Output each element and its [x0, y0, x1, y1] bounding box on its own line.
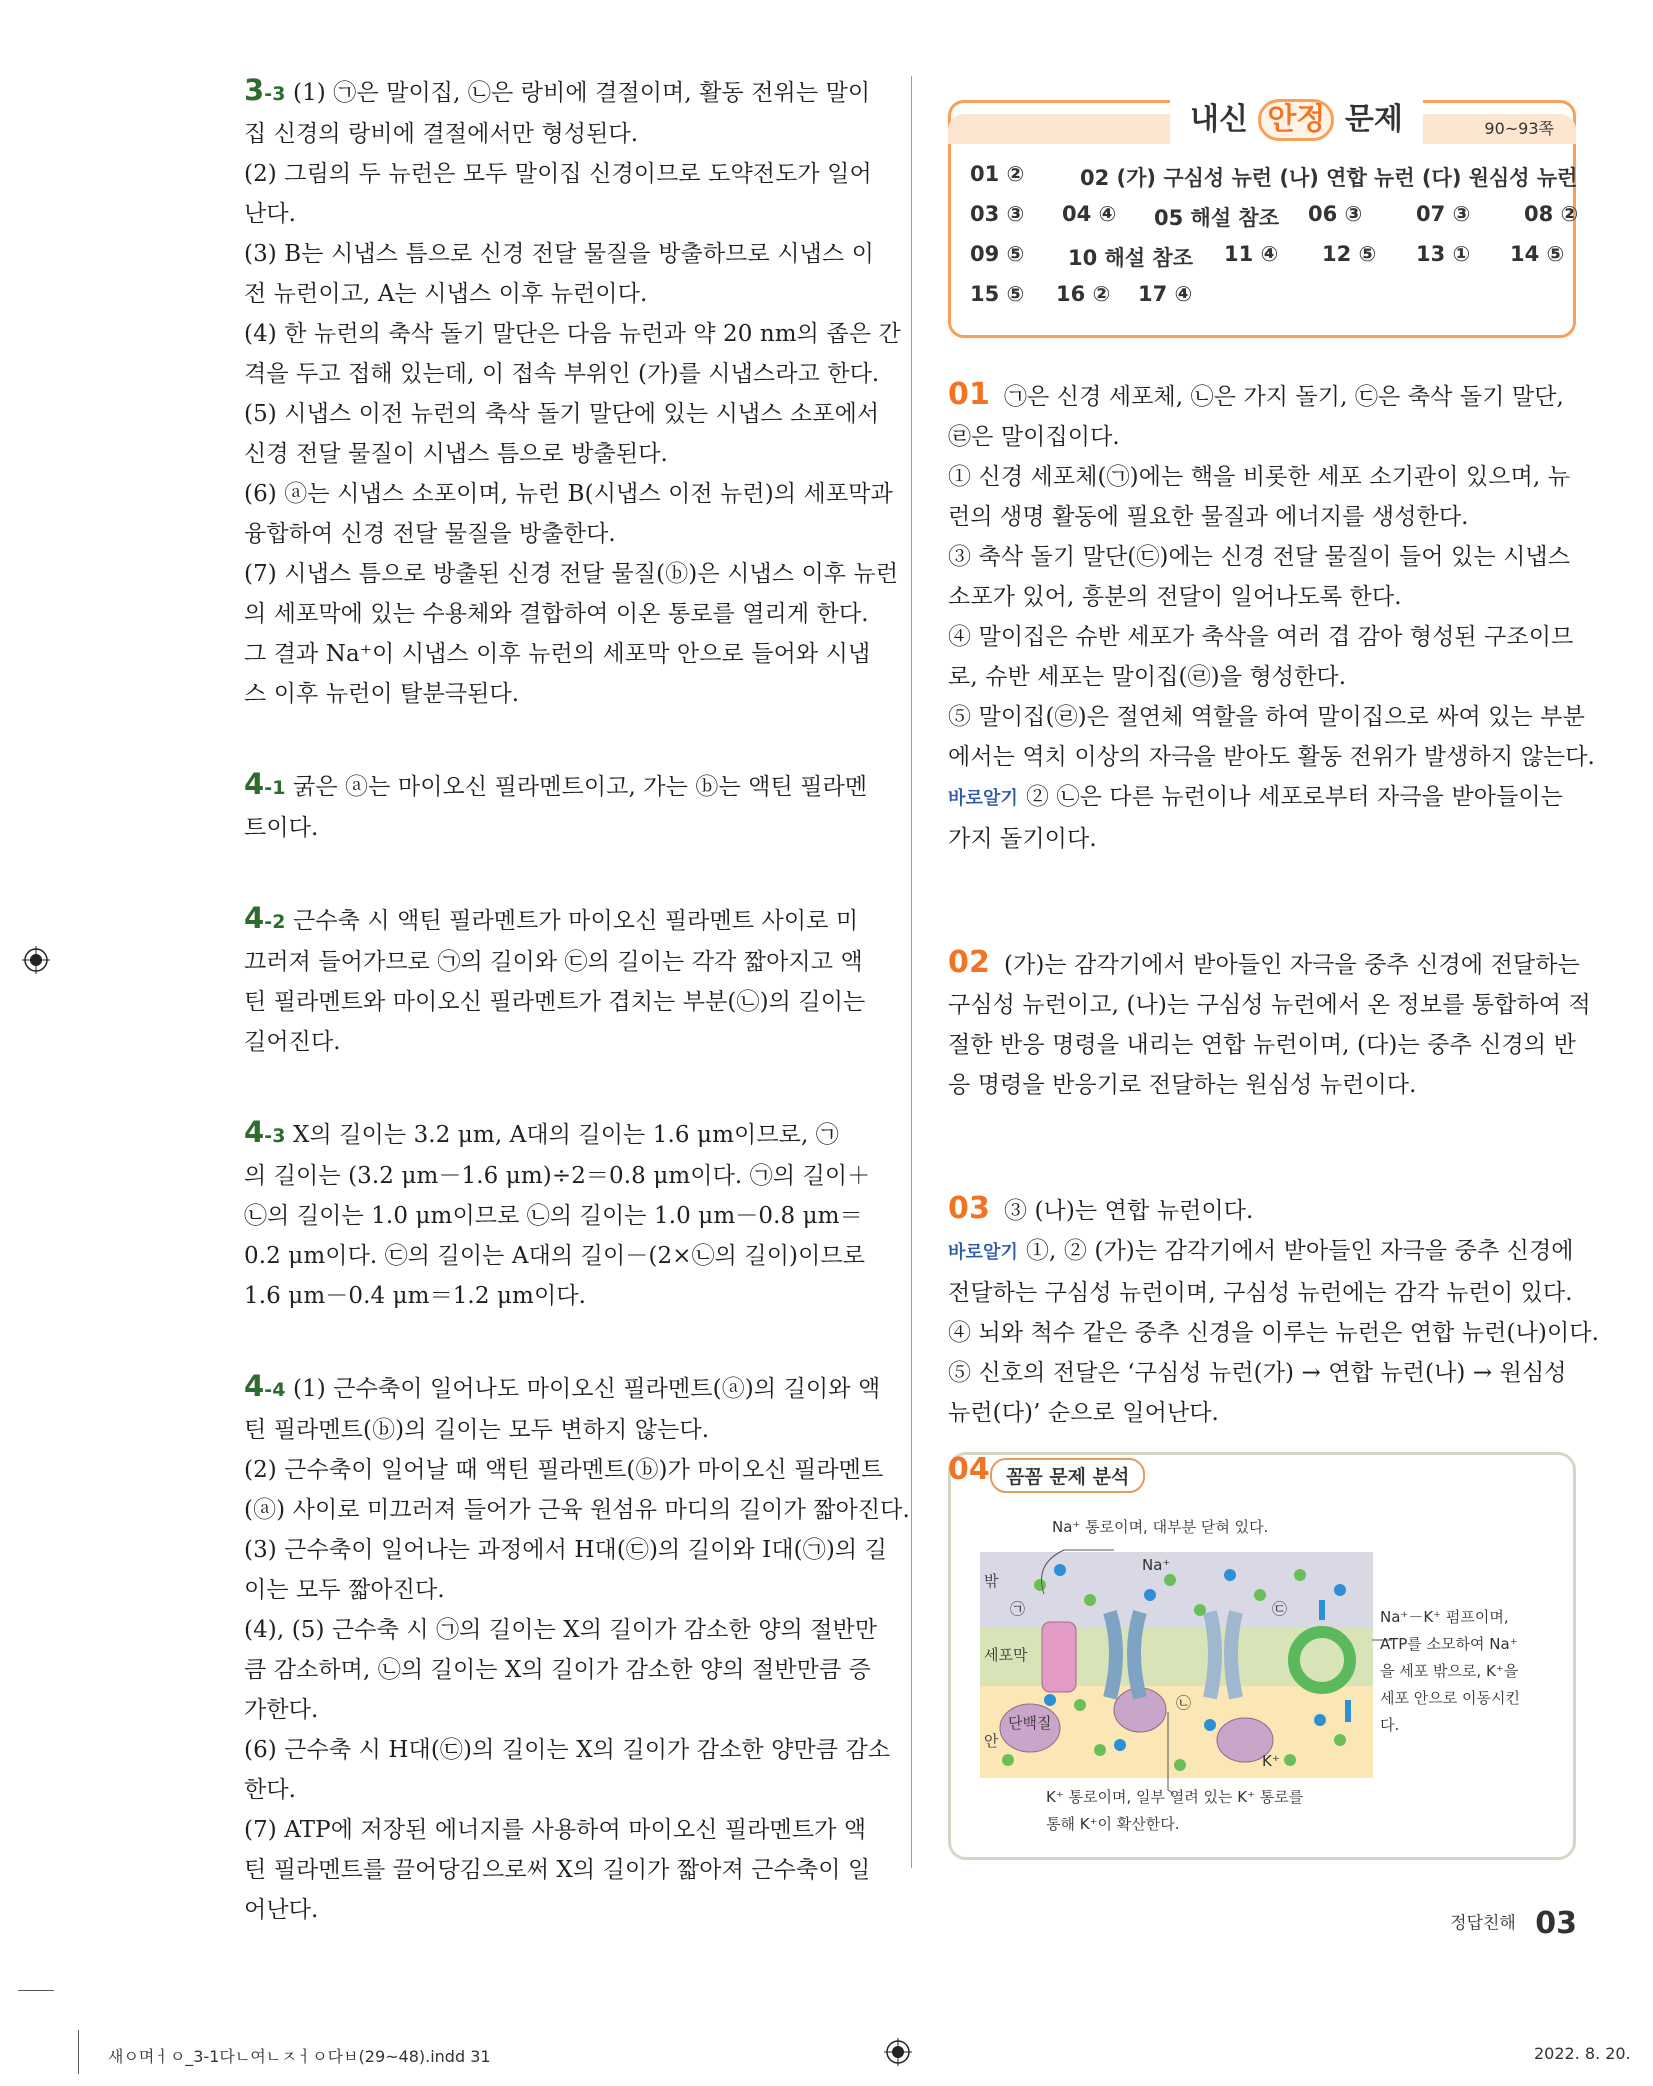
- explanation-text: 에서는 역치 이상의 자극을 받아도 활동 전위가 발생하지 않는다.: [948, 744, 1595, 770]
- answer-key-cell: 08 ②: [1524, 202, 1579, 226]
- answer-subnumber: -3: [264, 1125, 286, 1147]
- answer-key-pages: 90~93쪽: [1484, 119, 1554, 138]
- diagram-inside-label: 안: [984, 1732, 999, 1750]
- answer-text: (ⓐ) 사이로 미끄러져 들어가 근육 원섬유 마디의 길이가 짧아진다.: [244, 1497, 910, 1523]
- answer-key-cell: 16 ②: [1056, 282, 1111, 306]
- answer-text: (3) 근수축이 일어나는 과정에서 H대(㉢)의 길이와 I대(㉠)의 길: [244, 1537, 887, 1563]
- explanation-text: 구심성 뉴런이고, (나)는 구심성 뉴런에서 온 정보를 통합하여 적: [948, 992, 1591, 1018]
- correction-text: ⑤ 신호의 전달은 ‘구심성 뉴런(가) → 연합 뉴런(나) → 원심성: [948, 1360, 1567, 1386]
- explanation-number: 01: [948, 377, 990, 412]
- diagram-circle-3: ㉢: [1272, 1600, 1288, 1618]
- correction-label: 바로알기: [948, 1242, 1018, 1263]
- pump-note-line: 을 세포 밖으로, K⁺을: [1380, 1662, 1519, 1680]
- answer-key-cell: 05 해설 참조: [1154, 206, 1279, 230]
- answer-text: 신경 전달 물질이 시냅스 틈으로 방출된다.: [244, 441, 668, 467]
- answer-text: 길어진다.: [244, 1029, 341, 1055]
- title-pre: 내신: [1190, 102, 1248, 137]
- explanation-text: 로, 슈반 세포는 말이집(㉣)을 형성한다.: [948, 664, 1347, 690]
- explanation-text: (가)는 감각기에서 받아들인 자극을 중추 신경에 전달하는: [1003, 952, 1580, 978]
- answer-key-cell: 12 ⑤: [1322, 242, 1377, 266]
- answer-key-cell: 15 ⑤: [970, 282, 1025, 306]
- explanation-text: 소포가 있어, 흥분의 전달이 일어나도록 한다.: [948, 584, 1402, 610]
- answer-text: 틴 필라멘트를 끌어당김으로써 X의 길이가 짧아져 근수축이 일: [244, 1857, 871, 1883]
- diagram-circle-1: ㉠: [1010, 1600, 1026, 1618]
- diagram-membrane-label: 세포막: [984, 1646, 1028, 1664]
- crop-mark-line: [18, 1990, 54, 1991]
- explanation-text: ① 신경 세포체(㉠)에는 핵을 비롯한 세포 소기관이 있으며, 뉴: [948, 464, 1571, 490]
- answer-text: (1) ㉠은 말이집, ㉡은 랑비에 결절이며, 활동 전위는 말이: [285, 80, 871, 106]
- answer-text: 1.6 μm－0.4 μm＝1.2 μm이다.: [244, 1283, 586, 1309]
- answer-number: 3: [244, 73, 265, 107]
- diagram-pump-note: [1380, 1604, 1520, 1739]
- correction-text: 가지 돌기이다.: [948, 826, 1097, 852]
- title-post: 문제: [1344, 102, 1403, 137]
- answer-key-cell: 07 ③: [1416, 202, 1471, 226]
- footer-page-number: 03: [1535, 1906, 1577, 1941]
- answer-key-cell: 02 (가) 구심성 뉴런 (나) 연합 뉴런 (다) 원심성 뉴런: [1080, 166, 1578, 190]
- slug-filename: 새ㅇ며ㅓㅇ_3-1다ㄴ여ㄴㅈㅓㅇ다ㅂ(29~48).indd 31: [108, 2047, 491, 2066]
- explanation-text: ㉣은 말이집이다.: [948, 424, 1120, 450]
- footer-page-label: [1450, 1906, 1577, 1941]
- diagram-protein-label: 단백질: [1008, 1714, 1052, 1732]
- slug-date: 2022. 8. 20.: [1534, 2044, 1631, 2063]
- answer-text: (2) 그림의 두 뉴런은 모두 말이집 신경이므로 도약전도가 일어: [244, 161, 872, 187]
- answer-key-cell: 04 ④: [1062, 202, 1117, 226]
- diagram-outside-label: 밖: [984, 1572, 999, 1590]
- answer-text: 끄러져 들어가므로 ㉠의 길이와 ㉢의 길이는 각각 짧아지고 액: [244, 949, 863, 975]
- answer-key-cell: 17 ④: [1138, 282, 1193, 306]
- explanation-text: ④ 말이집은 슈반 세포가 축삭을 여러 겹 감아 형성된 구조이므: [948, 624, 1574, 650]
- answer-key-cell: 11 ④: [1224, 242, 1279, 266]
- answer-subnumber: -1: [264, 777, 286, 799]
- explanation-text: 응 명령을 반응기로 전달하는 원심성 뉴런이다.: [948, 1072, 1417, 1098]
- correction-label: 바로알기: [948, 788, 1018, 809]
- pump-note-line: 세포 안으로 이동시킨: [1380, 1689, 1520, 1707]
- diagram-bottom-note: [1046, 1784, 1303, 1838]
- diagram-top-note: Na⁺ 통로이며, 대부분 닫혀 있다.: [1052, 1518, 1269, 1536]
- answer-number: 4: [244, 901, 265, 935]
- answer-number: 4: [244, 1369, 265, 1403]
- correction-text: 전달하는 구심성 뉴런이며, 구심성 뉴런에는 감각 뉴런이 있다.: [948, 1280, 1573, 1306]
- answer-key-cell: 10 해설 참조: [1068, 246, 1193, 270]
- answer-text: 틴 필라멘트(ⓑ)의 길이는 모두 변하지 않는다.: [244, 1417, 710, 1443]
- explanation-text: 런의 생명 활동에 필요한 물질과 에너지를 생성한다.: [948, 504, 1469, 530]
- answer-text: (2) 근수축이 일어날 때 액틴 필라멘트(ⓑ)가 마이오신 필라멘트: [244, 1457, 884, 1483]
- answer-text: (7) ATP에 저장된 에너지를 사용하여 마이오신 필라멘트가 액: [244, 1817, 867, 1843]
- correction-text: 뉴런(다)’ 순으로 일어난다.: [948, 1400, 1219, 1426]
- correction-text: ② ㉡은 다른 뉴런이나 세포로부터 자극을 받아들이는: [1025, 784, 1563, 810]
- pump-note-line: Na⁺－K⁺ 펌프이며,: [1380, 1608, 1509, 1626]
- answer-text: 스 이후 뉴런이 탈분극된다.: [244, 681, 520, 707]
- explanation-text: ㉠은 신경 세포체, ㉡은 가지 돌기, ㉢은 축삭 돌기 말단,: [1003, 384, 1564, 410]
- answer-text: 트이다.: [244, 815, 319, 841]
- answer-text: 그 결과 Na⁺이 시냅스 이후 뉴런의 세포막 안으로 들어와 시냅: [244, 641, 871, 667]
- answer-text: 격을 두고 접해 있는데, 이 접속 부위인 (가)를 시냅스라고 한다.: [244, 361, 880, 387]
- answer-text: 의 세포막에 있는 수용체와 결합하여 이온 통로를 열리게 한다.: [244, 601, 869, 627]
- answer-key-cell: 06 ③: [1308, 202, 1363, 226]
- answer-text: 의 길이는 (3.2 μm－1.6 μm)÷2＝0.8 μm이다. ㉠의 길이＋: [244, 1163, 871, 1189]
- explanation-number: 02: [948, 945, 990, 980]
- answer-text: X의 길이는 3.2 μm, A대의 길이는 1.6 μm이므로, ㉠: [285, 1122, 839, 1148]
- answer-subnumber: -3: [264, 83, 286, 105]
- answer-key-cell: 03 ③: [970, 202, 1025, 226]
- bottom-note-line: K⁺ 통로이며, 일부 열려 있는 K⁺ 통로를: [1046, 1788, 1304, 1806]
- correction-text: ④ 뇌와 척수 같은 중추 신경을 이루는 뉴런은 연합 뉴런(나)이다.: [948, 1320, 1599, 1346]
- answer-text: 틴 필라멘트와 마이오신 필라멘트가 겹치는 부분(㉡)의 길이는: [244, 989, 866, 1015]
- answer-text: (6) 근수축 시 H대(㉢)의 길이는 X의 길이가 감소한 양만큼 감소: [244, 1737, 891, 1763]
- explanation-text: 절한 반응 명령을 내리는 연합 뉴런이며, (다)는 중추 신경의 반: [948, 1032, 1576, 1058]
- explanation-text: ⑤ 말이집(㉣)은 절연체 역할을 하여 말이집으로 싸여 있는 부분: [948, 704, 1585, 730]
- answer-text: 0.2 μm이다. ㉢의 길이는 A대의 길이－(2×㉡의 길이)이므로: [244, 1243, 866, 1269]
- answer-text: 이는 모두 짧아진다.: [244, 1577, 445, 1603]
- answer-text: (5) 시냅스 이전 뉴런의 축삭 돌기 말단에 있는 시냅스 소포에서: [244, 401, 880, 427]
- answer-key-cell: 09 ⑤: [970, 242, 1025, 266]
- answer-text: (1) 근수축이 일어나도 마이오신 필라멘트(ⓐ)의 길이와 액: [285, 1376, 881, 1402]
- registration-mark-bottom-icon: [884, 2038, 912, 2066]
- answer-text: 근수축 시 액틴 필라멘트가 마이오신 필라멘트 사이로 미: [285, 908, 859, 934]
- answer-key-cell: 14 ⑤: [1510, 242, 1565, 266]
- explanation-text: ③ 축삭 돌기 말단(㉢)에는 신경 전달 물질이 들어 있는 시냅스: [948, 544, 1571, 570]
- answer-text: (4), (5) 근수축 시 ㉠의 길이는 X의 길이가 감소한 양의 절반만: [244, 1617, 878, 1643]
- answer-text: 난다.: [244, 201, 297, 227]
- answer-number: 4: [244, 767, 265, 801]
- answer-text: (3) B는 시냅스 틈으로 신경 전달 물질을 방출하므로 시냅스 이: [244, 241, 874, 267]
- answer-text: 가한다.: [244, 1697, 319, 1723]
- pump-note-line: ATP를 소모하여 Na⁺: [1380, 1635, 1518, 1653]
- answer-text: 한다.: [244, 1777, 297, 1803]
- answer-text: (4) 한 뉴런의 축삭 돌기 말단은 다음 뉴런과 약 20 nm의 좁은 간: [244, 321, 901, 347]
- registration-mark-left-icon: [22, 946, 50, 974]
- diagram-k-label: K⁺: [1262, 1752, 1280, 1770]
- crop-mark-vert: [78, 2030, 79, 2074]
- answer-key-cell: 01 ②: [970, 162, 1025, 186]
- answer-subnumber: -2: [264, 911, 286, 933]
- answer-number: 4: [244, 1115, 265, 1149]
- answer-text: 굵은 ⓐ는 마이오신 필라멘트이고, 가는 ⓑ는 액틴 필라멘: [285, 774, 868, 800]
- diagram-number: 04: [948, 1452, 990, 1487]
- diagram-tag: 꼼꼼 문제 분석: [990, 1458, 1145, 1493]
- diagram-na-label: Na⁺: [1142, 1556, 1171, 1574]
- diagram-circle-2: ㉡: [1176, 1694, 1192, 1712]
- pump-note-line: 다.: [1380, 1716, 1400, 1734]
- title-highlight: 안정: [1258, 99, 1334, 141]
- bottom-note-line: 통해 K⁺이 확산한다.: [1046, 1815, 1180, 1833]
- answer-text: 큼 감소하며, ㉡의 길이는 X의 길이가 감소한 양의 절반만큼 증: [244, 1657, 871, 1683]
- answer-text: 융합하여 신경 전달 물질을 방출한다.: [244, 521, 616, 547]
- answer-text: 집 신경의 랑비에 결절에서만 형성된다.: [244, 121, 639, 147]
- answer-subnumber: -4: [264, 1379, 286, 1401]
- answer-text: 어난다.: [244, 1897, 319, 1923]
- explanation-number: 03: [948, 1191, 990, 1226]
- correction-text: ①, ② (가)는 감각기에서 받아들인 자극을 중추 신경에: [1025, 1238, 1574, 1264]
- answer-key-cell: 13 ①: [1416, 242, 1471, 266]
- answer-text: ㉡의 길이는 1.0 μm이므로 ㉡의 길이는 1.0 μm－0.8 μm＝: [244, 1203, 863, 1229]
- answer-text: (6) ⓐ는 시냅스 소포이며, 뉴런 B(시냅스 이전 뉴런)의 세포막과: [244, 481, 893, 507]
- footer-label: 정답친해: [1450, 1913, 1516, 1934]
- answer-text: (7) 시냅스 틈으로 방출된 신경 전달 물질(ⓑ)은 시냅스 이후 뉴런: [244, 561, 899, 587]
- explanation-text: ③ (나)는 연합 뉴런이다.: [1003, 1198, 1254, 1224]
- answer-text: 전 뉴런이고, A는 시냅스 이후 뉴런이다.: [244, 281, 648, 307]
